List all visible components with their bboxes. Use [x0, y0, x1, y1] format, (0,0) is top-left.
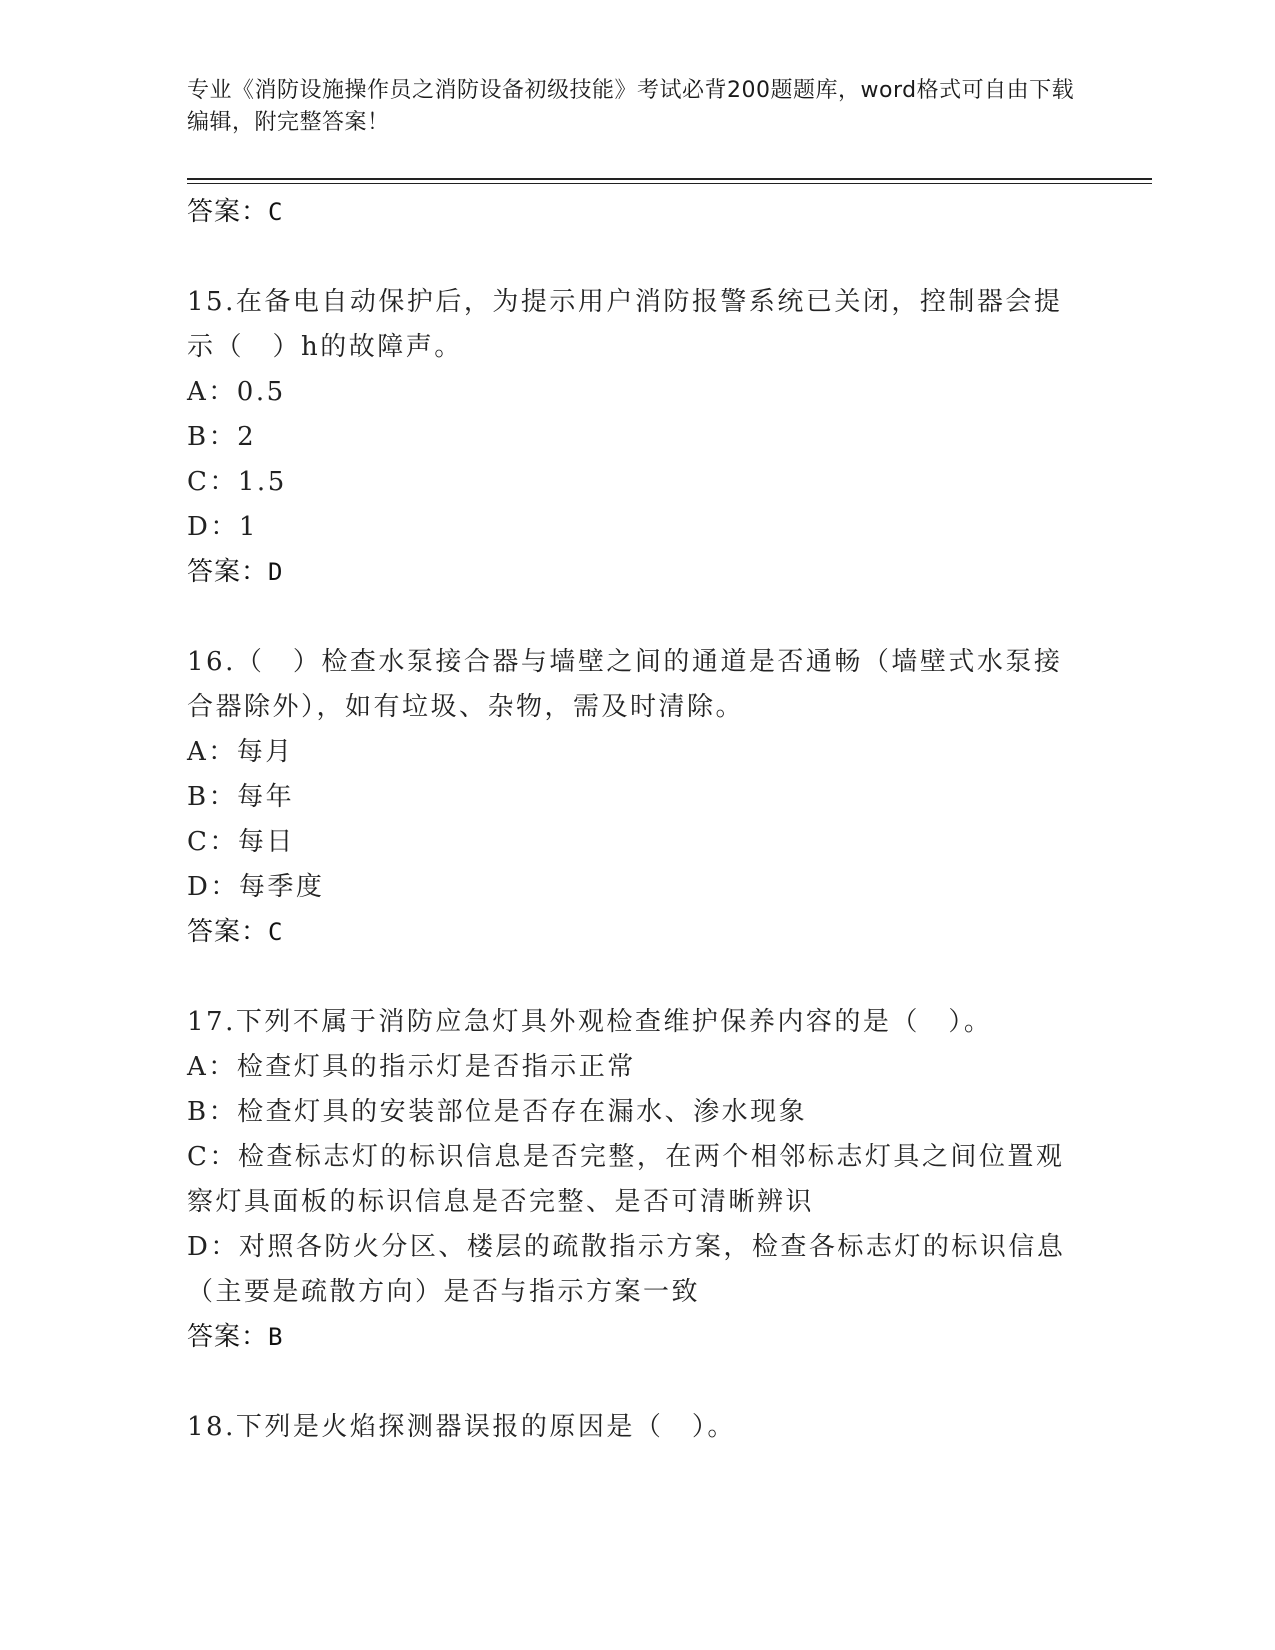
- answer-value: C: [268, 918, 284, 946]
- question-16: [187, 640, 1087, 954]
- question-15: [187, 280, 1087, 594]
- question-stem: 17.下列不属于消防应急灯具外观检查维护保养内容的是（ ）。: [187, 1007, 993, 1037]
- option-d: D：每季度: [187, 872, 325, 902]
- option-b: B：每年: [187, 782, 295, 812]
- answer-line: [187, 190, 1087, 234]
- question-17: [187, 1000, 1087, 1359]
- question-stem: 16.（ ）检查水泵接合器与墙壁之间的通道是否通畅（墙壁式水泵接合器除外），如有垃圾、杂物，需及时清除。: [187, 647, 1063, 722]
- answer-line: [187, 1315, 1087, 1359]
- option-a: A：每月: [187, 737, 294, 767]
- answer-label: 答案：: [187, 1322, 269, 1352]
- option-d: D：1: [187, 512, 258, 542]
- document-body: [187, 190, 1087, 1450]
- option-a: A：0.5: [187, 377, 286, 407]
- answer-line: [187, 910, 1087, 954]
- option-c: C：检查标志灯的标识信息是否完整，在两个相邻标志灯具之间位置观察灯具面板的标识信息是否完整、是否可清晰辨识: [187, 1142, 1065, 1217]
- question-18: [187, 1405, 1087, 1450]
- option-b: B：2: [187, 422, 257, 452]
- answer-label: 答案：: [187, 557, 269, 587]
- question-stem: 15.在备电自动保护后，为提示用户消防报警系统已关闭，控制器会提示（ ）h的故障声。: [187, 287, 1063, 362]
- header-title: 专业《消防设施操作员之消防设备初级技能》考试必背200题题库，word格式可自由下载编辑，附完整答案！: [187, 78, 1075, 135]
- answer-label: 答案：: [187, 197, 269, 227]
- header-divider-thin: [187, 183, 1152, 184]
- option-b: B：检查灯具的安装部位是否存在漏水、渗水现象: [187, 1097, 808, 1127]
- option-c: C：1.5: [187, 467, 287, 497]
- answer-line: [187, 550, 1087, 594]
- answer-label: 答案：: [187, 917, 269, 947]
- option-d: D：对照各防火分区、楼层的疏散指示方案，检查各标志灯的标识信息（主要是疏散方向）是否与指示方案一致: [187, 1232, 1066, 1307]
- header-divider-thick: [187, 178, 1152, 180]
- document-header: [187, 75, 1077, 139]
- answer-value: B: [268, 1323, 284, 1351]
- question-stem: 18.下列是火焰探测器误报的原因是（ ）。: [187, 1412, 736, 1442]
- option-a: A：检查灯具的指示灯是否指示正常: [187, 1052, 636, 1082]
- option-c: C：每日: [187, 827, 295, 857]
- answer-value: C: [268, 198, 284, 226]
- answer-value: D: [268, 558, 284, 586]
